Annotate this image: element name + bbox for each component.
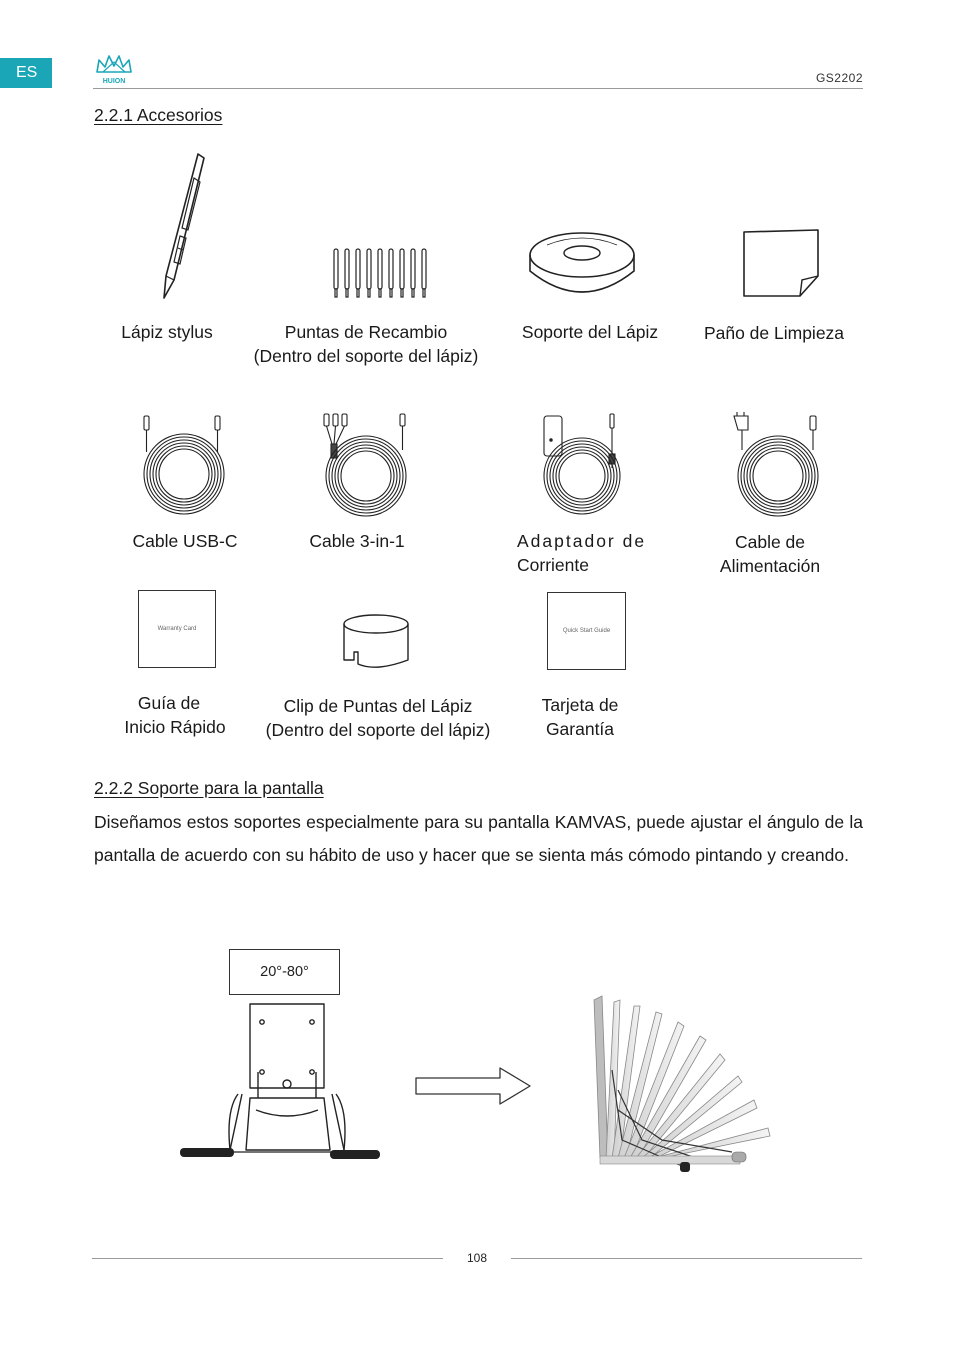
label-pen-holder: Soporte del Lápiz [521,322,659,342]
warranty-card-icon [138,590,216,668]
label-nib-clip-line1: Clip de Puntas del Lápiz [283,696,473,716]
cleaning-cloth-icon [740,228,824,300]
section-heading-stand: 2.2.2 Soporte para la pantalla [94,778,324,798]
display-stand-icon [178,1000,382,1165]
nib-clip-icon [340,612,412,674]
label-replacement-nibs-line2: (Dentro del soporte del lápiz) [253,346,479,366]
huion-logo [93,52,135,86]
label-warranty-card-line2: Garantía [545,719,615,739]
label-power-adapter-line2: Corriente [517,555,589,575]
label-nib-clip-line2: (Dentro del soporte del lápiz) [265,720,491,740]
page-number: 108 [466,1251,488,1265]
label-power-cable-line1: Cable de [734,532,806,552]
label-nib-clip [248,694,508,742]
label-power-adapter-line1: Adaptador de [517,531,647,551]
section-heading-accessories: 2.2.1 Accesorios [94,105,223,125]
power-cable-icon [728,410,824,518]
header-divider [93,88,863,89]
quick-start-guide-icon [547,592,626,670]
huion-crown-icon [93,52,135,86]
label-quick-start-guide-line2: Inicio Rápido [124,717,226,737]
label-quick-start-guide-line1: Guía de [137,693,201,713]
footer-divider-right [511,1258,862,1259]
pen-holder-icon [527,225,637,300]
stylus-pen-icon [158,152,218,302]
label-warranty-card-line1: Tarjeta de [541,695,619,715]
label-cleaning-cloth: Paño de Limpieza [703,323,845,343]
logo-text: HUION [102,78,126,85]
quick-start-guide-text: Quick Start Guide [562,628,611,634]
replacement-nibs-icon [330,245,436,301]
angle-range-text: 20°-80° [260,964,309,980]
label-three-in-one-cable: Cable 3-in-1 [309,531,405,551]
footer-divider-left [92,1258,443,1259]
three-in-one-cable-icon [318,410,418,518]
model-name: GS2202 [815,71,863,85]
display-angle-fan-icon [582,990,782,1190]
label-power-cable [700,530,840,578]
label-quick-start-guide [108,691,242,739]
label-power-adapter [517,529,677,577]
power-adapter-icon [540,410,630,518]
warranty-card-text: Warranty Card [157,626,197,632]
usb-c-cable-icon [140,412,236,518]
arrow-right-icon [414,1066,534,1106]
label-replacement-nibs-line1: Puntas de Recambio [284,322,448,342]
label-replacement-nibs [236,320,496,368]
angle-range-label [229,949,340,995]
stand-description: Diseñamos estos soportes especialmente para su pantalla KAMVAS, puede ajustar el ángulo de la pantalla de acuerdo con su hábito de uso y hacer que se sienta más cómodo pintando y creando. [94,812,863,865]
language-tab: ES [0,58,52,88]
label-stylus: Lápiz stylus [121,322,213,342]
label-warranty-card [520,693,640,741]
label-usb-c-cable: Cable USB-C [132,531,238,551]
label-power-cable-line2: Alimentación [719,556,821,576]
